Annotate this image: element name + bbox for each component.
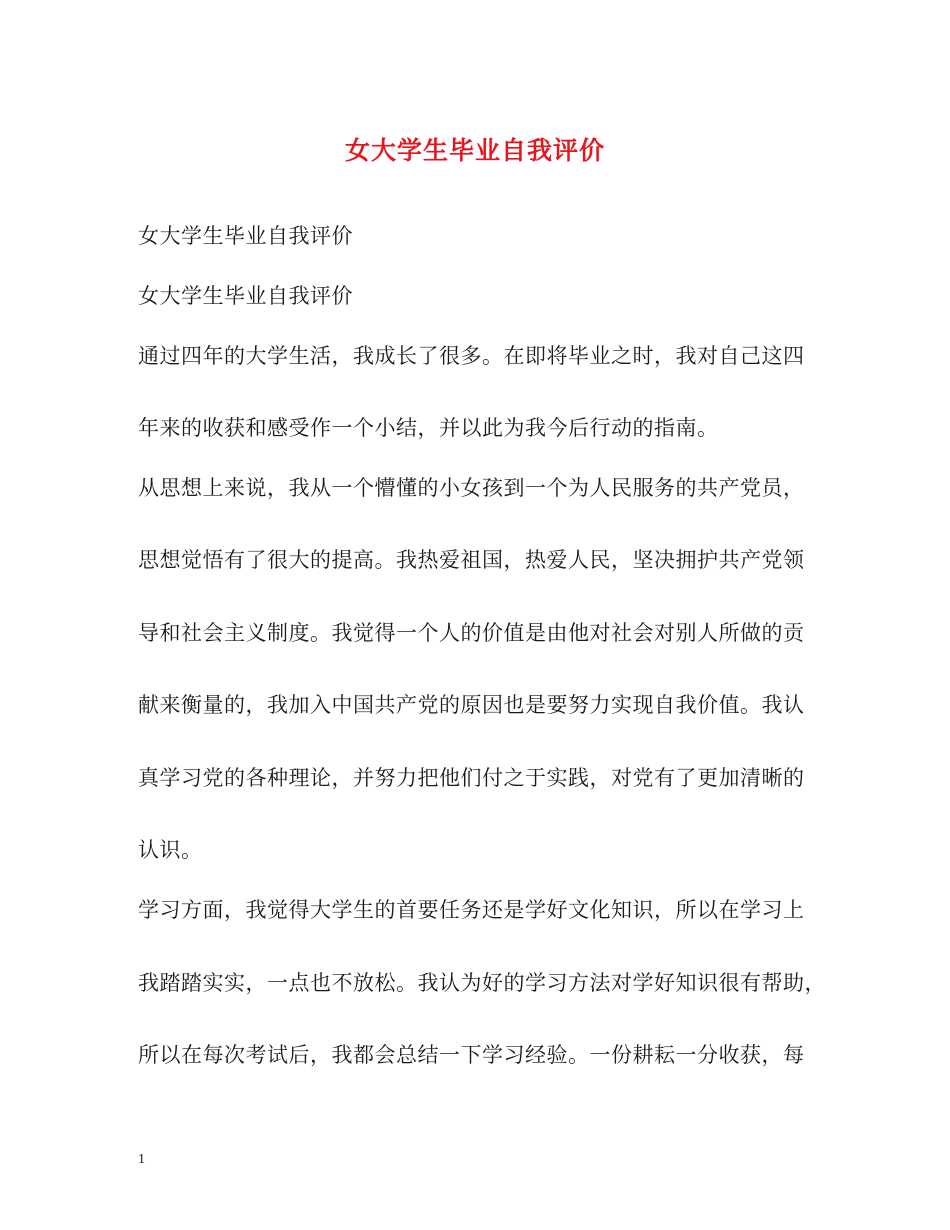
text-line: 女大学生毕业自我评价 xyxy=(138,224,353,248)
page-number: 1 xyxy=(138,1152,145,1167)
document-title: 女大学生毕业自我评价 xyxy=(344,136,605,165)
text-line: 认识。 xyxy=(138,838,203,862)
text-line: 我踏踏实实，一点也不放松。我认为好的学习方法对学好知识很有帮助， xyxy=(138,971,826,995)
text-line: 从思想上来说，我从一个懵懂的小女孩到一个为人民服务的共产党员， xyxy=(138,476,805,500)
text-line: 思想觉悟有了很大的提高。我热爱祖国，热爱人民，坚决拥护共产党领 xyxy=(138,548,805,572)
text-line: 年来的收获和感受作一个小结，并以此为我今后行动的指南。 xyxy=(138,416,719,440)
text-line: 女大学生毕业自我评价 xyxy=(138,284,353,308)
text-line: 献来衡量的，我加入中国共产党的原因也是要努力实现自我价值。我认 xyxy=(138,693,805,717)
text-line: 学习方面，我觉得大学生的首要任务还是学好文化知识，所以在学习上 xyxy=(138,898,805,922)
text-line: 通过四年的大学生活，我成长了很多。在即将毕业之时，我对自己这四 xyxy=(138,344,805,368)
text-line: 导和社会主义制度。我觉得一个人的价值是由他对社会对别人所做的贡 xyxy=(138,621,805,645)
text-line: 真学习党的各种理论，并努力把他们付之于实践，对党有了更加清晰的 xyxy=(138,766,805,790)
text-line: 所以在每次考试后，我都会总结一下学习经验。一份耕耘一分收获，每 xyxy=(138,1043,805,1067)
